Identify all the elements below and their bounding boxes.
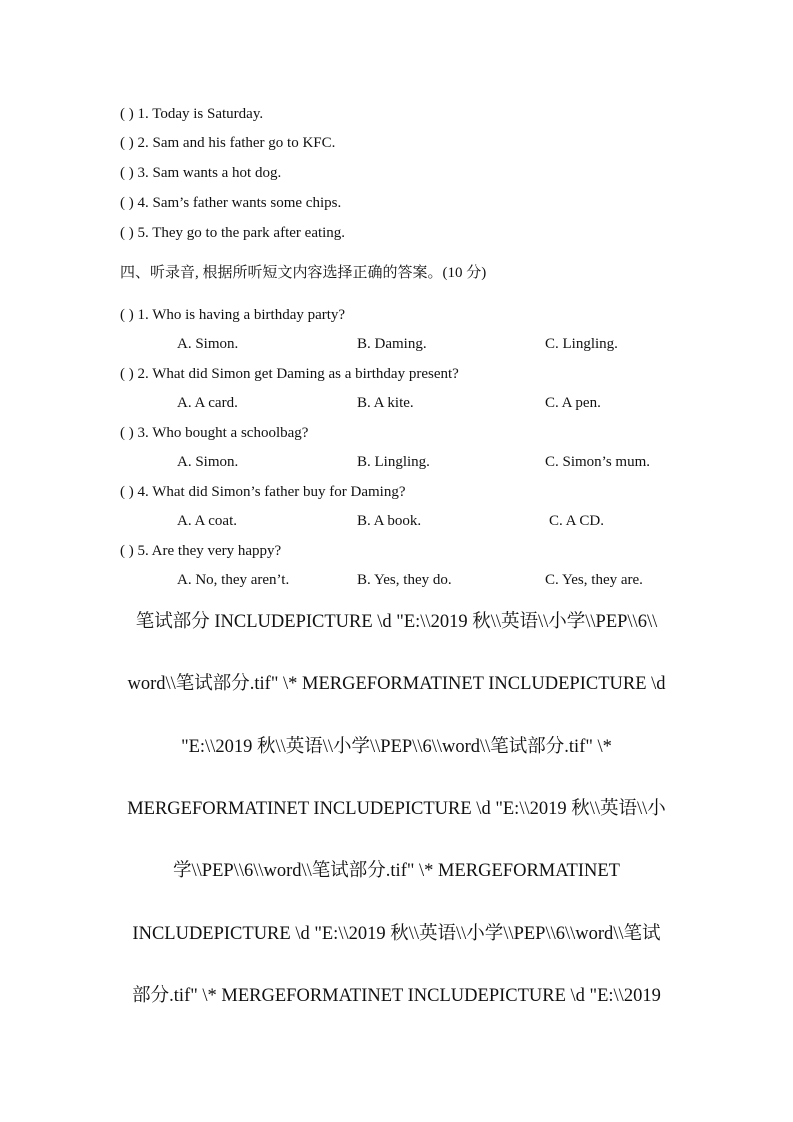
option-b: B. Lingling. <box>357 454 430 470</box>
option-c: C. Yes, they are. <box>545 572 643 588</box>
option-c: C. A CD. <box>549 513 605 529</box>
question: ( ) 2. What did Simon get Daming as a birthday present? <box>120 366 459 382</box>
option-b: B. Yes, they do. <box>357 572 452 588</box>
option-a: A. A card. <box>177 395 238 411</box>
option-a: A. A coat. <box>177 513 237 529</box>
option-b: B. A book. <box>357 513 422 529</box>
option-a: A. Simon. <box>177 336 239 352</box>
field-code-line: MERGEFORMATINET INCLUDEPICTURE \d "E:\\2019 秋\\英语\\小 <box>127 798 666 819</box>
option-c: C. Simon’s mum. <box>545 454 651 470</box>
question: ( ) 4. What did Simon’s father buy for Daming? <box>120 484 406 500</box>
option-c: C. Lingling. <box>545 336 618 352</box>
list-item: ( ) 1. Today is Saturday. <box>120 106 264 122</box>
option-c: C. A pen. <box>545 395 601 411</box>
option-b: B. A kite. <box>357 395 414 411</box>
field-code-line: 部分.tif" \* MERGEFORMATINET INCLUDEPICTURE \d "E:\\2019 <box>132 985 661 1006</box>
question: ( ) 5. Are they very happy? <box>120 543 282 559</box>
field-code-line: "E:\\2019 秋\\英语\\小学\\PEP\\6\\word\\笔试部分.tif" \* <box>181 736 612 757</box>
field-code-line: 笔试部分 INCLUDEPICTURE \d "E:\\2019 秋\\英语\\小学\\PEP\\6\\ <box>135 612 658 632</box>
option-a: A. Simon. <box>177 454 239 470</box>
list-item: ( ) 3. Sam wants a hot dog. <box>120 165 282 181</box>
field-code-line: 学\\PEP\\6\\word\\笔试部分.tif" \* MERGEFORMATINET <box>173 861 620 882</box>
list-item: ( ) 2. Sam and his father go to KFC. <box>120 135 336 151</box>
question: ( ) 1. Who is having a birthday party? <box>120 307 346 323</box>
option-b: B. Daming. <box>357 336 427 352</box>
field-code-line: INCLUDEPICTURE \d "E:\\2019 秋\\英语\\小学\\PEP\\6\\word\\笔试 <box>132 923 661 944</box>
list-item: ( ) 4. Sam’s father wants some chips. <box>120 195 342 211</box>
list-item: ( ) 5. They go to the park after eating. <box>120 225 346 241</box>
question: ( ) 3. Who bought a schoolbag? <box>120 425 309 441</box>
field-code-line: word\\笔试部分.tif" \* MERGEFORMATINET INCLUDEPICTURE \d <box>127 674 666 695</box>
section4-title: 四、听录音, 根据所听短文内容选择正确的答案。(10 分) <box>120 265 487 281</box>
option-a: A. No, they aren’t. <box>177 572 290 588</box>
